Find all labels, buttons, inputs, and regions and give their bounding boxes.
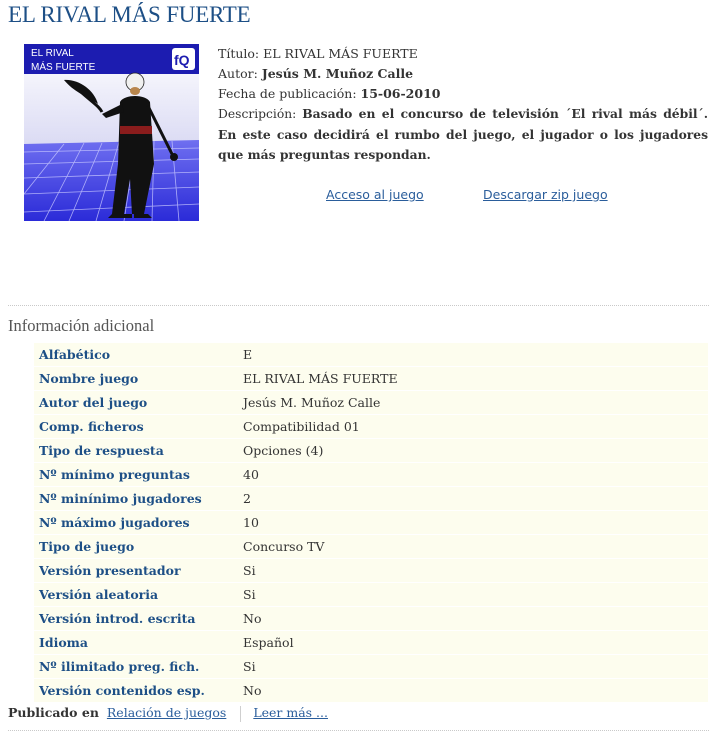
detail-title-row bbox=[218, 44, 708, 64]
cover-text-line2: MÁS FUERTE bbox=[31, 62, 96, 73]
info-row bbox=[34, 367, 708, 391]
additional-info-heading: Información adicional bbox=[8, 316, 155, 335]
game-details bbox=[218, 44, 708, 166]
footer-separator bbox=[240, 706, 241, 722]
detail-date-label: Fecha de publicación: bbox=[218, 86, 357, 101]
info-row bbox=[34, 583, 708, 607]
info-value: Si bbox=[238, 559, 708, 583]
detail-date-row bbox=[218, 84, 708, 104]
info-value: No bbox=[238, 679, 708, 703]
info-value: Jesús M. Muñoz Calle bbox=[238, 391, 708, 415]
bottom-divider bbox=[8, 730, 709, 731]
info-value: Concurso TV bbox=[238, 535, 708, 559]
read-more-link[interactable]: Leer más ... bbox=[253, 705, 328, 720]
info-value: Español bbox=[238, 631, 708, 655]
category-link[interactable]: Relación de juegos bbox=[106, 705, 227, 720]
info-row bbox=[34, 535, 708, 559]
info-row bbox=[34, 607, 708, 631]
info-value: Opciones (4) bbox=[238, 439, 708, 463]
info-row bbox=[34, 679, 708, 703]
info-value: 2 bbox=[238, 487, 708, 511]
info-value: Si bbox=[238, 655, 708, 679]
detail-description-row bbox=[218, 104, 708, 166]
info-value: 10 bbox=[238, 511, 708, 535]
info-key: Autor del juego bbox=[34, 391, 238, 415]
info-row bbox=[34, 463, 708, 487]
info-row bbox=[34, 391, 708, 415]
info-value: 40 bbox=[238, 463, 708, 487]
play-game-link[interactable]: Acceso al juego bbox=[326, 187, 424, 202]
info-value: No bbox=[238, 607, 708, 631]
info-value: E bbox=[238, 343, 708, 367]
info-key: Versión introd. escrita bbox=[34, 607, 238, 631]
info-key: Versión presentador bbox=[34, 559, 238, 583]
info-row bbox=[34, 655, 708, 679]
detail-title-value: EL RIVAL MÁS FUERTE bbox=[263, 46, 418, 61]
cover-logo-text: fQ bbox=[174, 52, 190, 68]
detail-description-value: Basado en el concurso de televisión ´El rival más débil´. En este caso decidirá el rumbo del juego, el jugador o los jugadores que más preguntas respondan. bbox=[218, 106, 708, 162]
info-key: Alfabético bbox=[34, 343, 238, 367]
page-title[interactable]: EL RIVAL MÁS FUERTE bbox=[8, 2, 251, 27]
detail-author-value: Jesús M. Muñoz Calle bbox=[261, 66, 414, 81]
info-row bbox=[34, 559, 708, 583]
info-key: Idioma bbox=[34, 631, 238, 655]
cover-text-line1: EL RIVAL bbox=[31, 48, 74, 59]
info-row bbox=[34, 631, 708, 655]
footer-meta bbox=[8, 705, 328, 722]
info-value: Si bbox=[238, 583, 708, 607]
detail-title-label: Título: bbox=[218, 46, 260, 61]
section-divider bbox=[8, 305, 709, 306]
game-cover-image bbox=[24, 44, 199, 221]
info-row bbox=[34, 415, 708, 439]
detail-author-label: Autor: bbox=[218, 66, 258, 81]
detail-description-label: Descripción: bbox=[218, 107, 297, 121]
info-key: Nº máximo jugadores bbox=[34, 511, 238, 535]
info-key: Nº minínimo jugadores bbox=[34, 487, 238, 511]
info-row bbox=[34, 343, 708, 367]
info-key: Nombre juego bbox=[34, 367, 238, 391]
info-key: Tipo de respuesta bbox=[34, 439, 238, 463]
info-value: EL RIVAL MÁS FUERTE bbox=[238, 367, 708, 391]
published-in-label: Publicado en bbox=[8, 705, 99, 720]
info-key: Versión aleatoria bbox=[34, 583, 238, 607]
download-zip-link[interactable]: Descargar zip juego bbox=[483, 187, 608, 202]
info-key: Tipo de juego bbox=[34, 535, 238, 559]
info-key: Nº mínimo preguntas bbox=[34, 463, 238, 487]
info-row bbox=[34, 487, 708, 511]
info-key: Comp. ficheros bbox=[34, 415, 238, 439]
additional-info-table bbox=[34, 343, 708, 703]
detail-author-row bbox=[218, 64, 708, 84]
info-key: Nº ilimitado preg. fich. bbox=[34, 655, 238, 679]
info-row bbox=[34, 511, 708, 535]
info-value: Compatibilidad 01 bbox=[238, 415, 708, 439]
info-key: Versión contenidos esp. bbox=[34, 679, 238, 703]
detail-date-value: 15-06-2010 bbox=[360, 86, 441, 101]
info-row bbox=[34, 439, 708, 463]
